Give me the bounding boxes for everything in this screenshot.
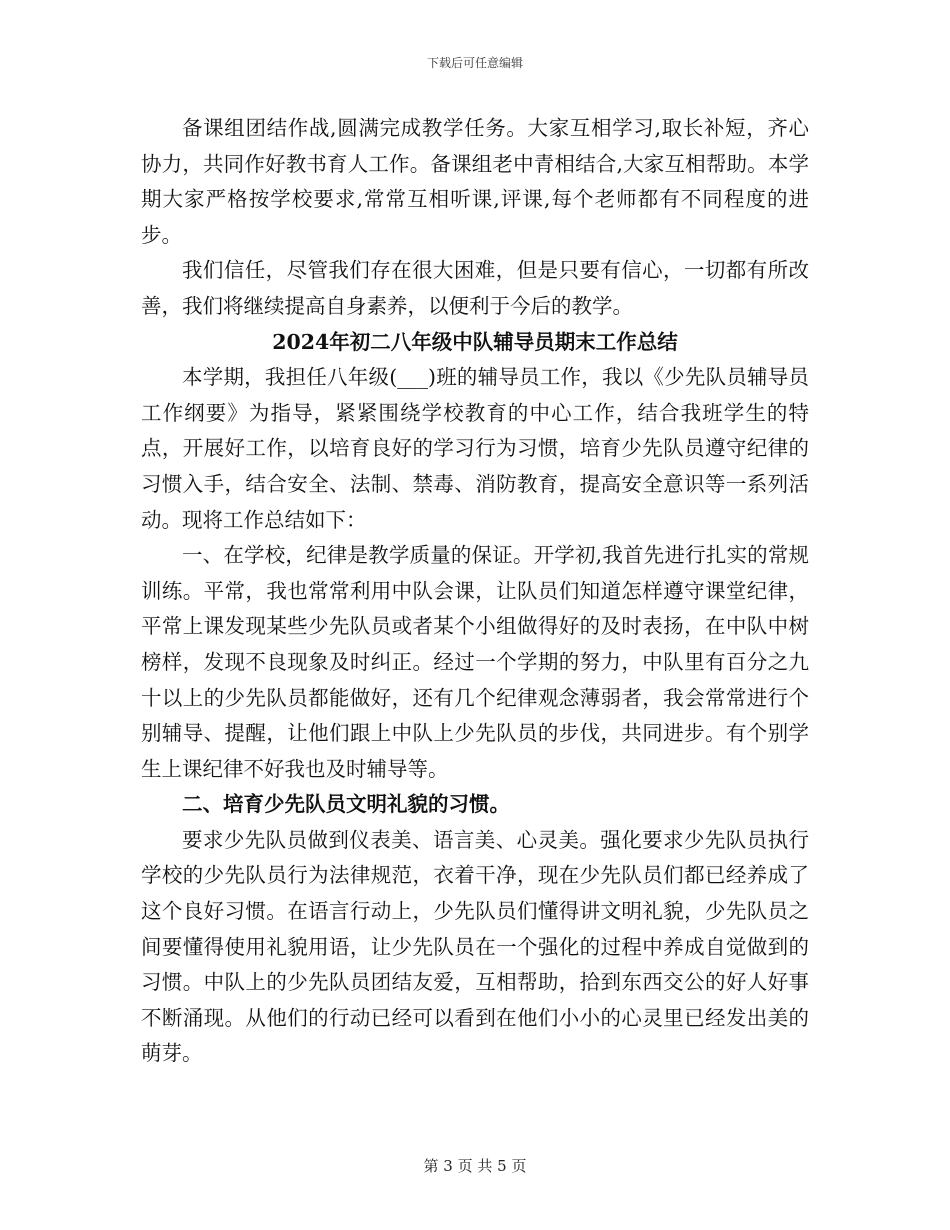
section-two-heading: 二、培育少先队员文明礼貌的习惯。 — [182, 792, 510, 817]
page-header-note: 下载后可任意编辑 — [426, 56, 523, 70]
paragraph-lesson-group: 备课组团结作战,圆满完成教学任务。大家互相学习,取长补短，齐心协力，共同作好教书育人工作。备课组老中青相结合,大家互相帮助。本学期大家严格按学校要求,常常互相听课,评课,每个老师都有不同程度的进步。 — [141, 116, 809, 247]
paragraph-section-two: 要求少先队员做到仪表美、语言美、心灵美。强化要求少先队员执行学校的少先队员行为法律规范，衣着干净，现在少先队员们都已经养成了这个良好习惯。在语言行动上，少先队员们懂得讲文明礼貌，少先队员之间要懂得使用礼貌用语，让少先队员在一个强化的过程中养成自觉做到的习惯。中队上的少先队员团结友爱，互相帮助，拾到东西交公的好人好事不断涌现。从他们的行动已经可以看到在他们小小的心灵里已经发出美的萌芽。 — [141, 827, 809, 1066]
paragraph-confidence: 我们信任，尽管我们存在很大困难，但是只要有信心，一切都有所改善，我们将继续提高自身素养，以便利于今后的教学。 — [141, 258, 809, 318]
paragraph-intro: 本学期，我担任八年级(___)班的辅导员工作，我以《少先队员辅导员工作纲要》为指导，紧紧围绕学校教育的中心工作，结合我班学生的特点，开展好工作，以培育良好的学习行为习惯，培育少先队员遵守纪律的习惯入手，结合安全、法制、禁毒、消防教育，提高安全意识等一系列活动。现将工作总结如下： — [141, 365, 809, 532]
document-body — [141, 111, 809, 1072]
document-title: 2024年初二八年级中队辅导员期末工作总结 — [272, 329, 678, 354]
page-number: 第 3 页 共 5 页 — [423, 1157, 527, 1175]
paragraph-section-one: 一、在学校，纪律是教学质量的保证。开学初,我首先进行扎实的常规训练。平常，我也常常利用中队会课，让队员们知道怎样遵守课堂纪律，平常上课发现某些少先队员或者某个小组做得好的及时表扬，在中队中树榜样，发现不良现象及时纠正。经过一个学期的努力，中队里有百分之九十以上的少先队员都能做好，还有几个纪律观念薄弱者，我会常常进行个别辅导、提醒，让他们跟上中队上少先队员的步伐，共同进步。有个别学生上课纪律不好我也及时辅导等。 — [141, 543, 809, 781]
